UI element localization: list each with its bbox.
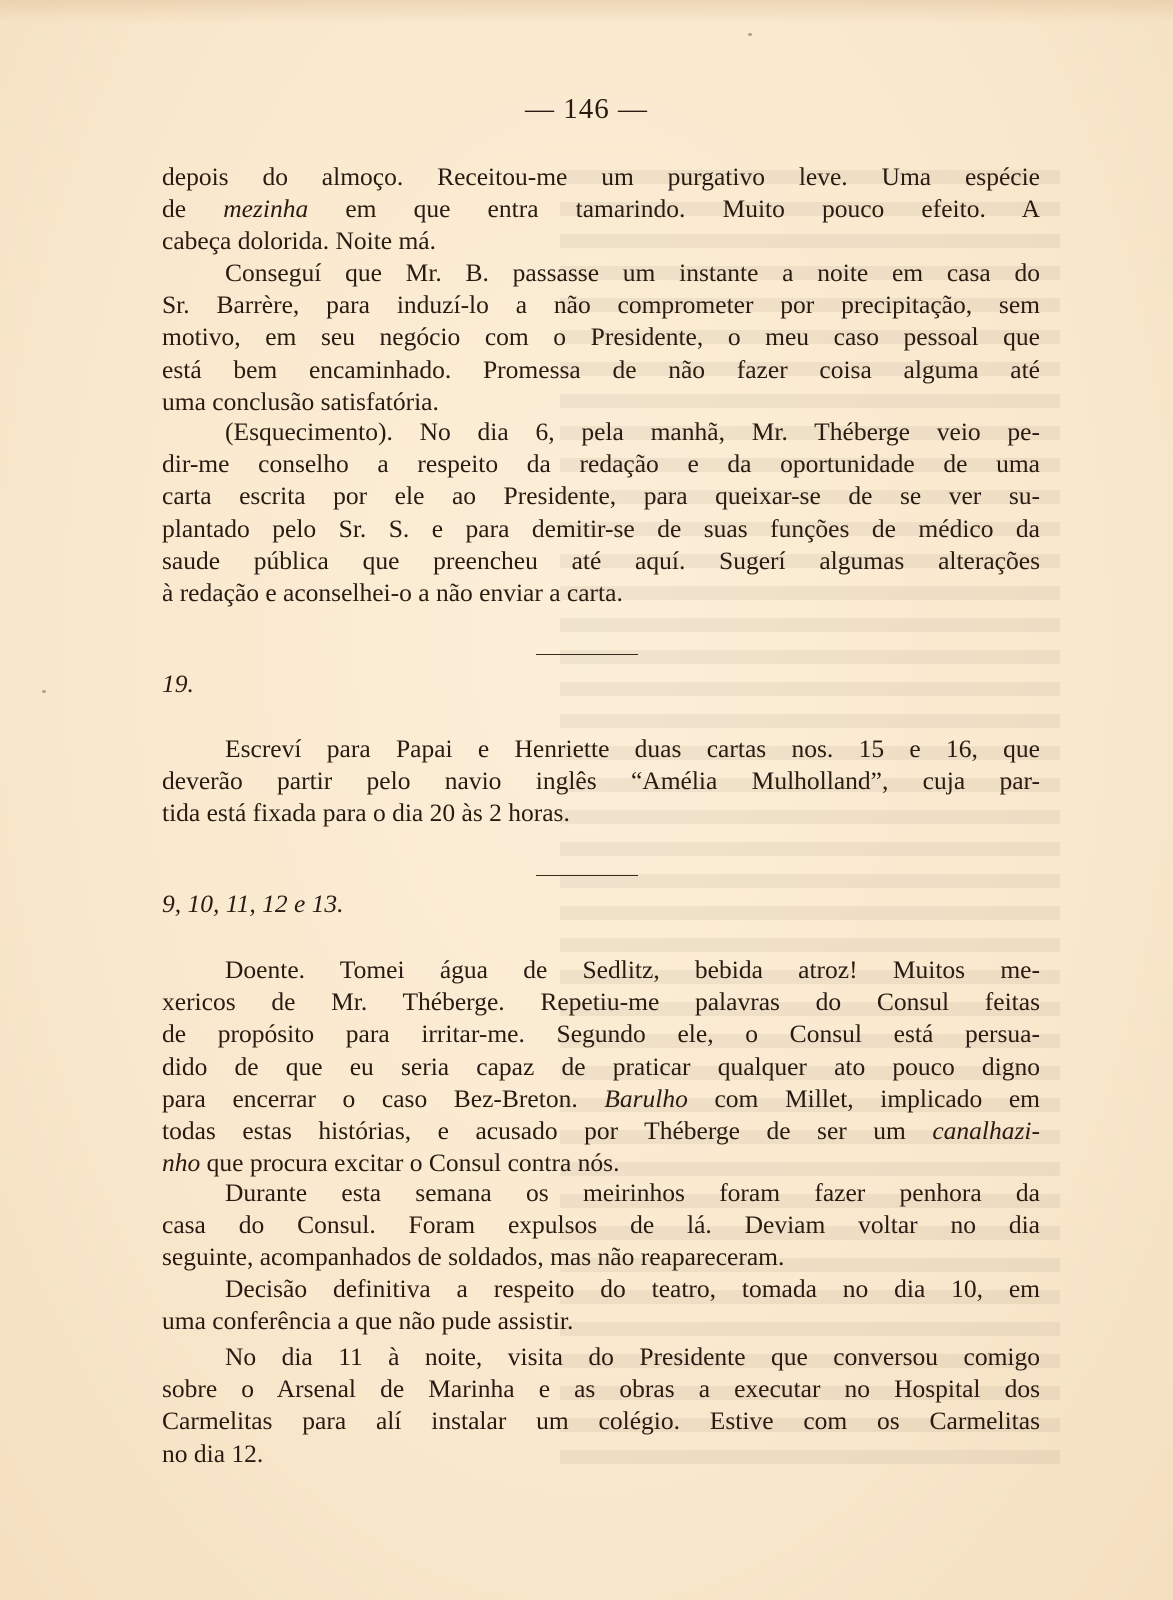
- text-line: [162, 1147, 1040, 1179]
- text-line: seguinte, acompanhados de soldados, mas não reapareceram.: [162, 1242, 785, 1272]
- text-line: Durante esta semana os meirinhos foram fazer penhora da: [225, 1178, 1040, 1207]
- paper-speck: [748, 33, 752, 36]
- text-line: dir-me conselho a respeito da redação e da oportunidade de uma: [162, 449, 1040, 479]
- text-fragment: todas estas histórias, e acusado por Théberge de ser um: [162, 1116, 933, 1146]
- paragraph-doente: [162, 954, 1040, 1179]
- text-line: Sr. Barrère, para induzí-lo a não comprometer por precipitação, sem: [162, 290, 1040, 320]
- text-line: dido de que eu seria capaz de praticar qualquer ato pouco digno: [162, 1051, 1040, 1081]
- text-fragment: que procura excitar o Consul contra nós.: [200, 1148, 620, 1178]
- text-line: plantado pelo Sr. S. e para demitir-se de suas funções de médico da: [162, 513, 1040, 543]
- text-line: carta escrita por ele ao Presidente, para queixar-se de se ver su-: [162, 481, 1040, 511]
- page-edge-shadow: [0, 0, 1173, 24]
- text-line: xericos de Mr. Théberge. Repetiu-me palavras do Consul feitas: [162, 987, 1040, 1017]
- text-line: No dia 11 à noite, visita do Presidente que conversou comigo: [225, 1342, 1040, 1371]
- text-line: está bem encaminhado. Promessa de não fazer coisa alguma até: [162, 354, 1040, 384]
- section-divider: [536, 654, 638, 655]
- text-fragment: com Millet, implicado em: [687, 1083, 1040, 1113]
- text-line: deverão partir pelo navio inglês “Amélia Mulholland”, cuja par-: [162, 766, 1040, 796]
- text-line: [162, 193, 1040, 225]
- italic-term: nho: [162, 1148, 201, 1178]
- text-line: Carmelitas para alí instalar um colégio. Estive com os Carmelitas: [162, 1406, 1040, 1436]
- page-number: — 146 —: [525, 93, 648, 125]
- text-line: uma conclusão satisfatória.: [162, 386, 439, 416]
- text-line: (Esquecimento). No dia 6, pela manhã, Mr. Théberge veio pe-: [225, 417, 1040, 446]
- paragraph-presidente: [162, 1341, 1040, 1470]
- date-heading-19: 19.: [162, 669, 194, 698]
- section-divider: [536, 875, 638, 876]
- text-line: Doente. Tomei água de Sedlitz, bebida atroz! Muitos me-: [225, 955, 1040, 984]
- text-line: saude pública que preencheu até aquí. Sugerí algumas alterações: [162, 545, 1040, 575]
- text-line: Escreví para Papai e Henriette duas cartas nos. 15 e 16, que: [225, 734, 1040, 763]
- text-line: uma conferência a que não pude assistir.: [162, 1306, 574, 1336]
- paragraph-cartas: [162, 733, 1040, 830]
- paragraph-meirinhos: [162, 1177, 1040, 1274]
- italic-term: mezinha: [223, 194, 309, 224]
- date-heading-9-13: 9, 10, 11, 12 e 13.: [162, 889, 344, 918]
- italic-term: canalhazi-: [932, 1116, 1040, 1146]
- paragraph-mr-b: [162, 257, 1040, 418]
- text-line: Decisão definitiva a respeito do teatro, tomada no dia 10, em: [225, 1274, 1040, 1303]
- text-line: sobre o Arsenal de Marinha e as obras a executar no Hospital dos: [162, 1374, 1040, 1404]
- paragraph-continuation: [162, 161, 1040, 258]
- text-line: de propósito para irritar-me. Segundo ele, o Consul está persua-: [162, 1019, 1040, 1049]
- paragraph-esquecimento: [162, 416, 1040, 609]
- italic-term: Barulho: [604, 1083, 688, 1113]
- text-line: Conseguí que Mr. B. passasse um instante a noite em casa do: [225, 258, 1040, 287]
- text-line: no dia 12.: [162, 1438, 264, 1468]
- text-line: tida está fixada para o dia 20 às 2 horas.: [162, 798, 570, 828]
- text-line: casa do Consul. Foram expulsos de lá. Deviam voltar no dia: [162, 1210, 1040, 1240]
- text-fragment: de: [162, 194, 224, 224]
- text-line: [162, 1115, 1040, 1147]
- text-line: cabeça dolorida. Noite má.: [162, 226, 437, 256]
- text-line: depois do almoço. Receitou-me um purgativo leve. Uma espécie: [162, 162, 1040, 191]
- paragraph-teatro: [162, 1273, 1040, 1337]
- text-fragment: em que entra tamarindo. Muito pouco efeito. A: [308, 194, 1040, 224]
- paper-speck: [42, 690, 46, 693]
- text-line: à redação e aconselhei-o a não enviar a carta.: [162, 578, 623, 608]
- text-fragment: para encerrar o caso Bez-Breton.: [162, 1083, 605, 1113]
- text-line: motivo, em seu negócio com o Presidente, o meu caso pessoal que: [162, 322, 1040, 352]
- text-line: [162, 1083, 1040, 1115]
